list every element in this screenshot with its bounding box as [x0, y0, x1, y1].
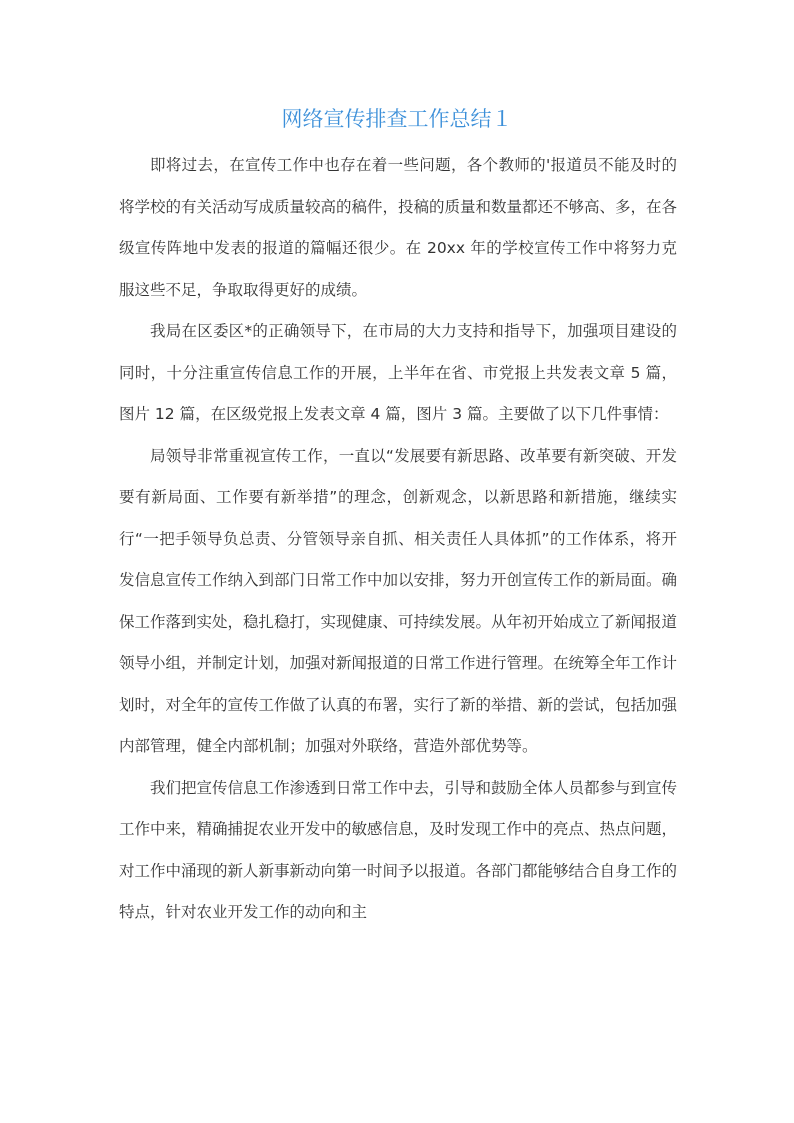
document-body: [119, 145, 677, 934]
paragraph: 我局在区委区*的正确领导下，在市局的大力支持和指导下，加强项目建设的同时，十分注重宣传信息工作的开展，上半年在省、市党报上共发表文章 5 篇，图片 12 篇，在区级党报上发表文章 4 篇，图片 3 篇。主要做了以下几件事情：: [119, 322, 677, 423]
document-title: 网络宣传排查工作总结１: [281, 107, 513, 131]
paragraph: 即将过去，在宣传工作中也存在着一些问题，各个教师的'报道员不能及时的将学校的有关活动写成质量较高的稿件，投稿的质量和数量都还不够高、多，在各级宣传阵地中发表的报道的篇幅还很少。在 20xx 年的学校宣传工作中将努力克服这些不足，争取取得更好的成绩。: [119, 156, 678, 299]
paragraph: 我们把宣传信息工作渗透到日常工作中去，引导和鼓励全体人员都参与到宣传工作中来，精确捕捉农业开发中的敏感信息，及时发现工作中的亮点、热点问题，对工作中涌现的新人新事新动向第一时间予以报道。各部门都能够结合自身工作的特点，针对农业开发工作的动向和主: [119, 778, 678, 921]
paragraph: 局领导非常重视宣传工作，一直以“发展要有新思路、改革要有新突破、开发要有新局面、工作要有新举措”的理念，创新观念，以新思路和新措施，继续实行“一把手领导负总责、分管领导亲自抓、相关责任人具体抓”的工作体系，将开发信息宣传工作纳入到部门日常工作中加以安排，努力开创宣传工作的新局面。确保工作落到实处，稳扎稳打，实现健康、可持续发展。从年初开始成立了新闻报道领导小组，并制定计划，加强对新闻报道的日常工作进行管理。在统筹全年工作计划时，对全年的宣传工作做了认真的布署，实行了新的举措、新的尝试，包括加强内部管理，健全内部机制；加强对外联络，营造外部优势等。: [119, 446, 678, 755]
